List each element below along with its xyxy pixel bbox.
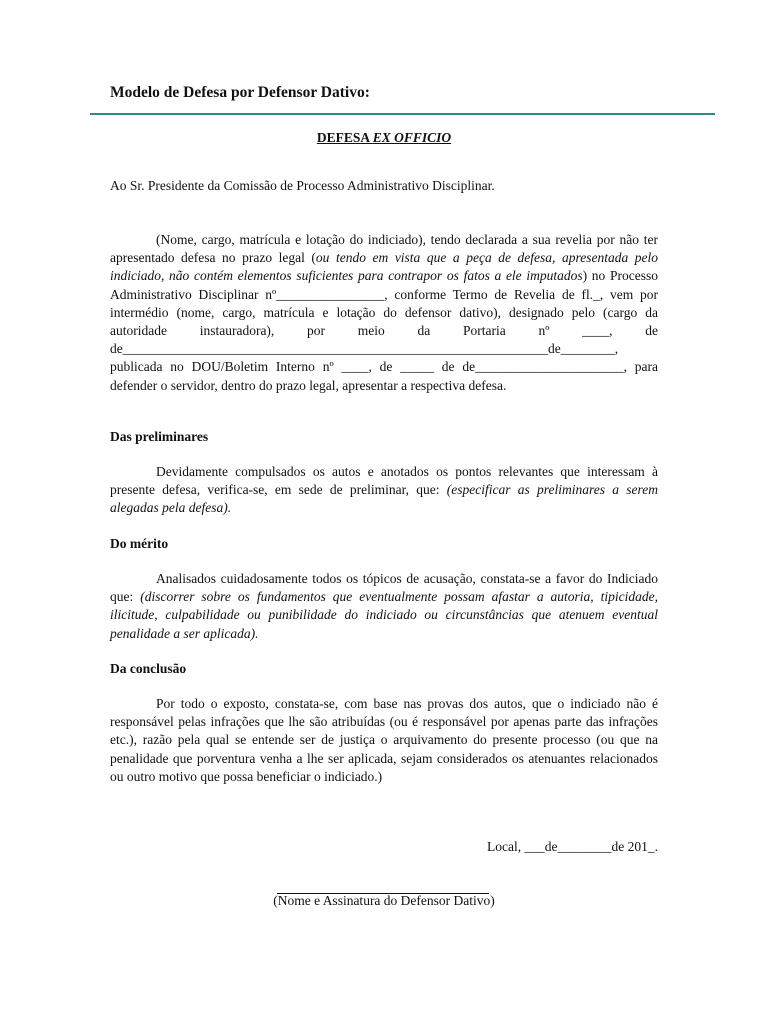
section-heading-preliminares: Das preliminares <box>110 429 209 444</box>
merito-text: Analisados cuidadosamente todos os tópicos de acusação, constata-se a favor do Indiciado que: <box>110 571 658 605</box>
preliminares-text: Devidamente compulsados os autos e anotados os pontos relevantes que interessam à presente defesa, verifica-se, em sede de preliminar, que: <box>110 464 658 498</box>
intro-text-italic: ou tendo em vista que a peça de defesa, apresentada pelo indiciado, não contém elementos suficientes para contrapor os fatos a ele imputados <box>110 250 658 284</box>
section-heading-merito: Do mérito <box>110 536 169 551</box>
intro-text-1: (Nome, cargo, matrícula e lotação do indiciado), tendo declarada a sua revelia por não ter apresentado defesa no prazo legal ( <box>110 232 658 266</box>
addressee: Ao Sr. Presidente da Comissão de Processo Administrativo Disciplinar. <box>110 178 495 193</box>
section-heading-conclusao: Da conclusão <box>110 661 187 676</box>
header-rule <box>90 113 715 115</box>
conclusao-paragraph: Por todo o exposto, constata-se, com base nas provas dos autos, que o indiciado não é responsável pelas infrações que lhe são atribuídas (ou é responsável por apenas parte das infrações etc.), razão pela qual se entende ser de justiça o arquivamento do presente processo (ou que na penalidade que porventura venha a lhe ser aplicada, sejam considerados os atenuantes relacionados ou outro motivo que possa beneficiar o indiciado.) <box>110 696 658 784</box>
merito-italic: (discorrer sobre os fundamentos que eventualmente possam afastar a autoria, tipicidade, ilicitude, culpabilidade ou punibilidade do indiciado ou circunstâncias que atenuem eventual penalidade a ser aplicada). <box>110 589 658 641</box>
page-header-title: Modelo de Defesa por Defensor Dativo: <box>110 84 370 101</box>
intro-paragraph <box>110 231 658 395</box>
title-prefix: DEFESA <box>316 130 373 145</box>
preliminares-italic: (especificar as preliminares a serem alegadas pela defesa). <box>110 482 658 516</box>
title-italic: EX OFFICIO <box>372 130 452 145</box>
signature-label: (Nome e Assinatura do Defensor Dativo) <box>273 893 495 908</box>
local-date-line: Local, ___de________de 201_. <box>487 839 658 854</box>
preliminares-paragraph <box>110 463 658 518</box>
document-title <box>0 130 768 146</box>
intro-text-3: ) no Processo Administrativo Disciplinar nº________________, conforme Termo de Revelia de fl._, vem por intermédio (nome, cargo, matrícula e lotação do defensor dativo), designado pelo (cargo da autoridade instauradora), por meio da Portaria nº ____, de de_______________________________________________________________de________, publicada no DOU/Boletim Interno nº ____, de _____ de de______________________, para defender o servidor, dentro do prazo legal, apresentar a respectiva defesa. <box>110 268 658 393</box>
merito-paragraph <box>110 570 658 643</box>
